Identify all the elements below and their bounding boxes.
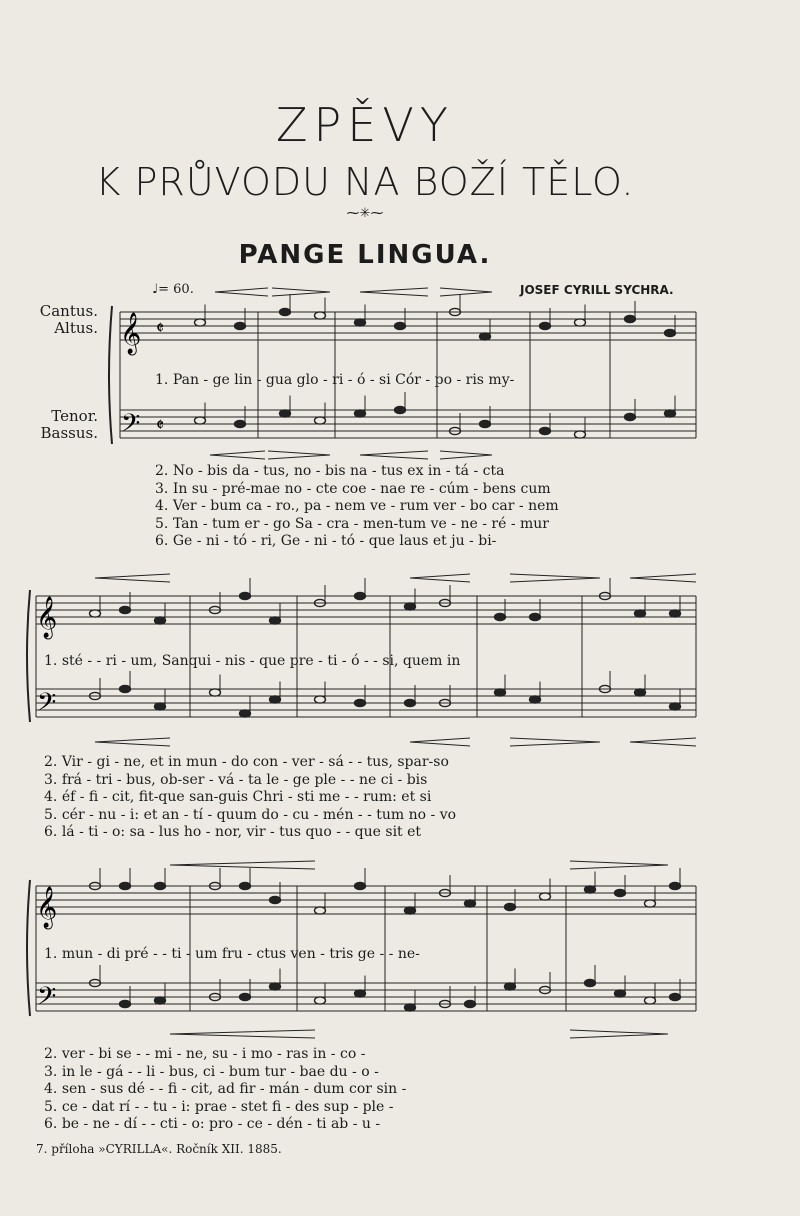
system1-verse6: 6. Ge - ni - tó - ri, Ge - ni - tó - que laus et ju - bi- <box>155 533 497 549</box>
note <box>625 413 636 420</box>
note <box>665 329 676 336</box>
note <box>280 308 291 315</box>
note <box>270 896 281 903</box>
note <box>355 592 366 599</box>
treble-clef: 𝄞 <box>36 887 58 928</box>
note <box>405 1004 416 1011</box>
decrescendo-hairpin <box>440 451 492 459</box>
decrescendo-hairpin <box>272 288 330 296</box>
crescendo-hairpin <box>170 861 315 869</box>
note <box>480 333 491 340</box>
note <box>665 410 676 417</box>
note <box>240 592 251 599</box>
note <box>505 903 516 910</box>
system1-verse4: 4. Ver - bum ca - ro., pa - nem ve - rum ver - bo car - nem <box>155 498 559 514</box>
time-signature: 𝄵 <box>156 318 165 339</box>
note <box>585 979 596 986</box>
system-brace <box>109 306 112 444</box>
note <box>270 983 281 990</box>
verse-text: Pan - ge lin - gua glo - ri - ó - si Cór - po - ris my- <box>172 372 515 388</box>
note <box>240 993 251 1000</box>
note <box>120 606 131 613</box>
note <box>315 312 326 319</box>
decrescendo-hairpin <box>570 861 668 869</box>
verse-text: sté - - ri - um, Sanqui - nis - que pre - ti - ó - - si, quem in <box>61 653 461 669</box>
note <box>155 703 166 710</box>
note <box>120 882 131 889</box>
note <box>615 990 626 997</box>
system2-verse5: 5. cér - nu - i: et an - tí - quum do - cu - mén - - tum no - vo <box>44 806 457 823</box>
note <box>625 315 636 322</box>
treble-clef: 𝄞 <box>36 597 58 638</box>
system3-verse4: 4. sen - sus dé - - fi - cit, ad fir - mán - dum cor sin - <box>44 1081 407 1097</box>
bass-clef: 𝄢 <box>37 982 57 1017</box>
system1-verse5: 5. Tan - tum er - go Sa - cra - men-tum ve - ne - ré - mur <box>155 515 549 532</box>
hymn-title: PANGE LINGUA. <box>238 240 492 270</box>
voice-label-bassus: Bassus. <box>40 424 98 442</box>
note <box>355 699 366 706</box>
note <box>315 907 326 914</box>
note <box>270 617 281 624</box>
bass-clef: 𝄢 <box>37 688 57 723</box>
note <box>615 889 626 896</box>
note <box>575 431 586 438</box>
system1-verse3: 3. In su - pré-mae no - cte coe - nae re - cúm - bens cum <box>155 480 551 497</box>
voice-label-cantus: Cantus. <box>39 302 98 320</box>
crescendo-hairpin <box>630 738 696 746</box>
note <box>670 610 681 617</box>
note <box>315 696 326 703</box>
note <box>495 689 506 696</box>
note <box>405 907 416 914</box>
note <box>235 420 246 427</box>
crescendo-hairpin <box>630 574 696 582</box>
note <box>240 710 251 717</box>
system2-verse2: 2. Vir - gi - ne, et in mun - do con - ver - sá - - tus, spar-so <box>44 754 449 770</box>
verse-number: 1. <box>155 372 169 388</box>
decrescendo-hairpin <box>440 288 492 296</box>
decrescendo-hairpin <box>510 574 600 582</box>
footer-note: 7. příloha »CYRILLA«. Ročník XII. 1885. <box>36 1142 282 1156</box>
main-subtitle: K PRŮVODU NA BOŽÍ TĚLO. <box>95 160 635 204</box>
note <box>540 322 551 329</box>
note <box>635 610 646 617</box>
note <box>355 882 366 889</box>
note <box>155 882 166 889</box>
note <box>395 406 406 413</box>
voice-label-tenor: Tenor. <box>51 407 98 425</box>
note <box>540 893 551 900</box>
note <box>120 685 131 692</box>
note <box>405 699 416 706</box>
system3-verse6: 6. be - ne - dí - - cti - o: pro - ce - dén - ti ab - u - <box>44 1116 381 1132</box>
title-ornament: ⁓✳⁓ <box>346 206 384 221</box>
decrescendo-hairpin <box>268 451 330 459</box>
note <box>465 1000 476 1007</box>
note <box>195 417 206 424</box>
note <box>90 610 101 617</box>
note <box>195 319 206 326</box>
crescendo-hairpin <box>170 1030 315 1038</box>
verse-text: mun - di pré - - ti - um fru - ctus ven - tris ge - - ne- <box>61 946 420 962</box>
system1-verse2: 2. No - bis da - tus, no - bis na - tus ex in - tá - cta <box>155 463 505 479</box>
note <box>315 997 326 1004</box>
note <box>530 613 541 620</box>
note <box>280 410 291 417</box>
note <box>395 322 406 329</box>
system2-verse4: 4. éf - fi - cit, fit-que san-guis Chri - sti me - - rum: et si <box>44 789 432 805</box>
note <box>355 410 366 417</box>
crescendo-hairpin <box>215 288 268 296</box>
note <box>645 900 656 907</box>
decrescendo-hairpin <box>510 738 600 746</box>
crescendo-hairpin <box>410 574 470 582</box>
note <box>155 997 166 1004</box>
decrescendo-hairpin <box>570 1030 668 1038</box>
tempo-marking: ♩= 60. <box>152 282 194 297</box>
note <box>240 882 251 889</box>
composer: JOSEF CYRILL SYCHRA. <box>520 283 674 297</box>
system3-verse5: 5. ce - dat rí - - tu - i: prae - stet fi - des sup - ple - <box>44 1098 394 1115</box>
note <box>540 427 551 434</box>
verse-number: 1. <box>44 946 58 962</box>
note <box>575 319 586 326</box>
note <box>235 322 246 329</box>
crescendo-hairpin <box>210 451 265 459</box>
note <box>645 997 656 1004</box>
verse-number: 1. <box>44 653 58 669</box>
main-title: ZPĚVY <box>276 98 454 152</box>
note <box>635 689 646 696</box>
note <box>670 993 681 1000</box>
note <box>530 696 541 703</box>
system-brace <box>27 590 30 722</box>
crescendo-hairpin <box>95 738 170 746</box>
note <box>480 420 491 427</box>
system3-verse2: 2. ver - bi se - - mi - ne, su - i mo - ras in - co - <box>44 1046 366 1062</box>
system-brace <box>27 880 30 1016</box>
time-signature: 𝄵 <box>156 415 165 436</box>
treble-clef: 𝄞 <box>120 313 142 354</box>
voice-label-altus: Altus. <box>54 319 98 337</box>
system2-verse3: 3. frá - tri - bus, ob-ser - vá - ta le - ge ple - - ne ci - bis <box>44 771 428 788</box>
crescendo-hairpin <box>360 288 428 296</box>
crescendo-hairpin <box>95 574 170 582</box>
note <box>670 882 681 889</box>
bass-clef: 𝄢 <box>121 409 141 444</box>
note <box>315 417 326 424</box>
note <box>120 1000 131 1007</box>
note <box>155 617 166 624</box>
note <box>505 983 516 990</box>
note <box>270 696 281 703</box>
crescendo-hairpin <box>410 738 470 746</box>
note <box>495 613 506 620</box>
note <box>670 703 681 710</box>
system3-verse3: 3. in le - gá - - li - bus, ci - bum tur - bae du - o - <box>44 1063 379 1080</box>
note <box>585 886 596 893</box>
note <box>355 990 366 997</box>
crescendo-hairpin <box>360 451 428 459</box>
note <box>355 319 366 326</box>
note <box>210 689 221 696</box>
system2-verse6: 6. lá - ti - o: sa - lus ho - nor, vir - tus quo - - que sit et <box>44 824 422 840</box>
note <box>465 900 476 907</box>
note <box>405 603 416 610</box>
